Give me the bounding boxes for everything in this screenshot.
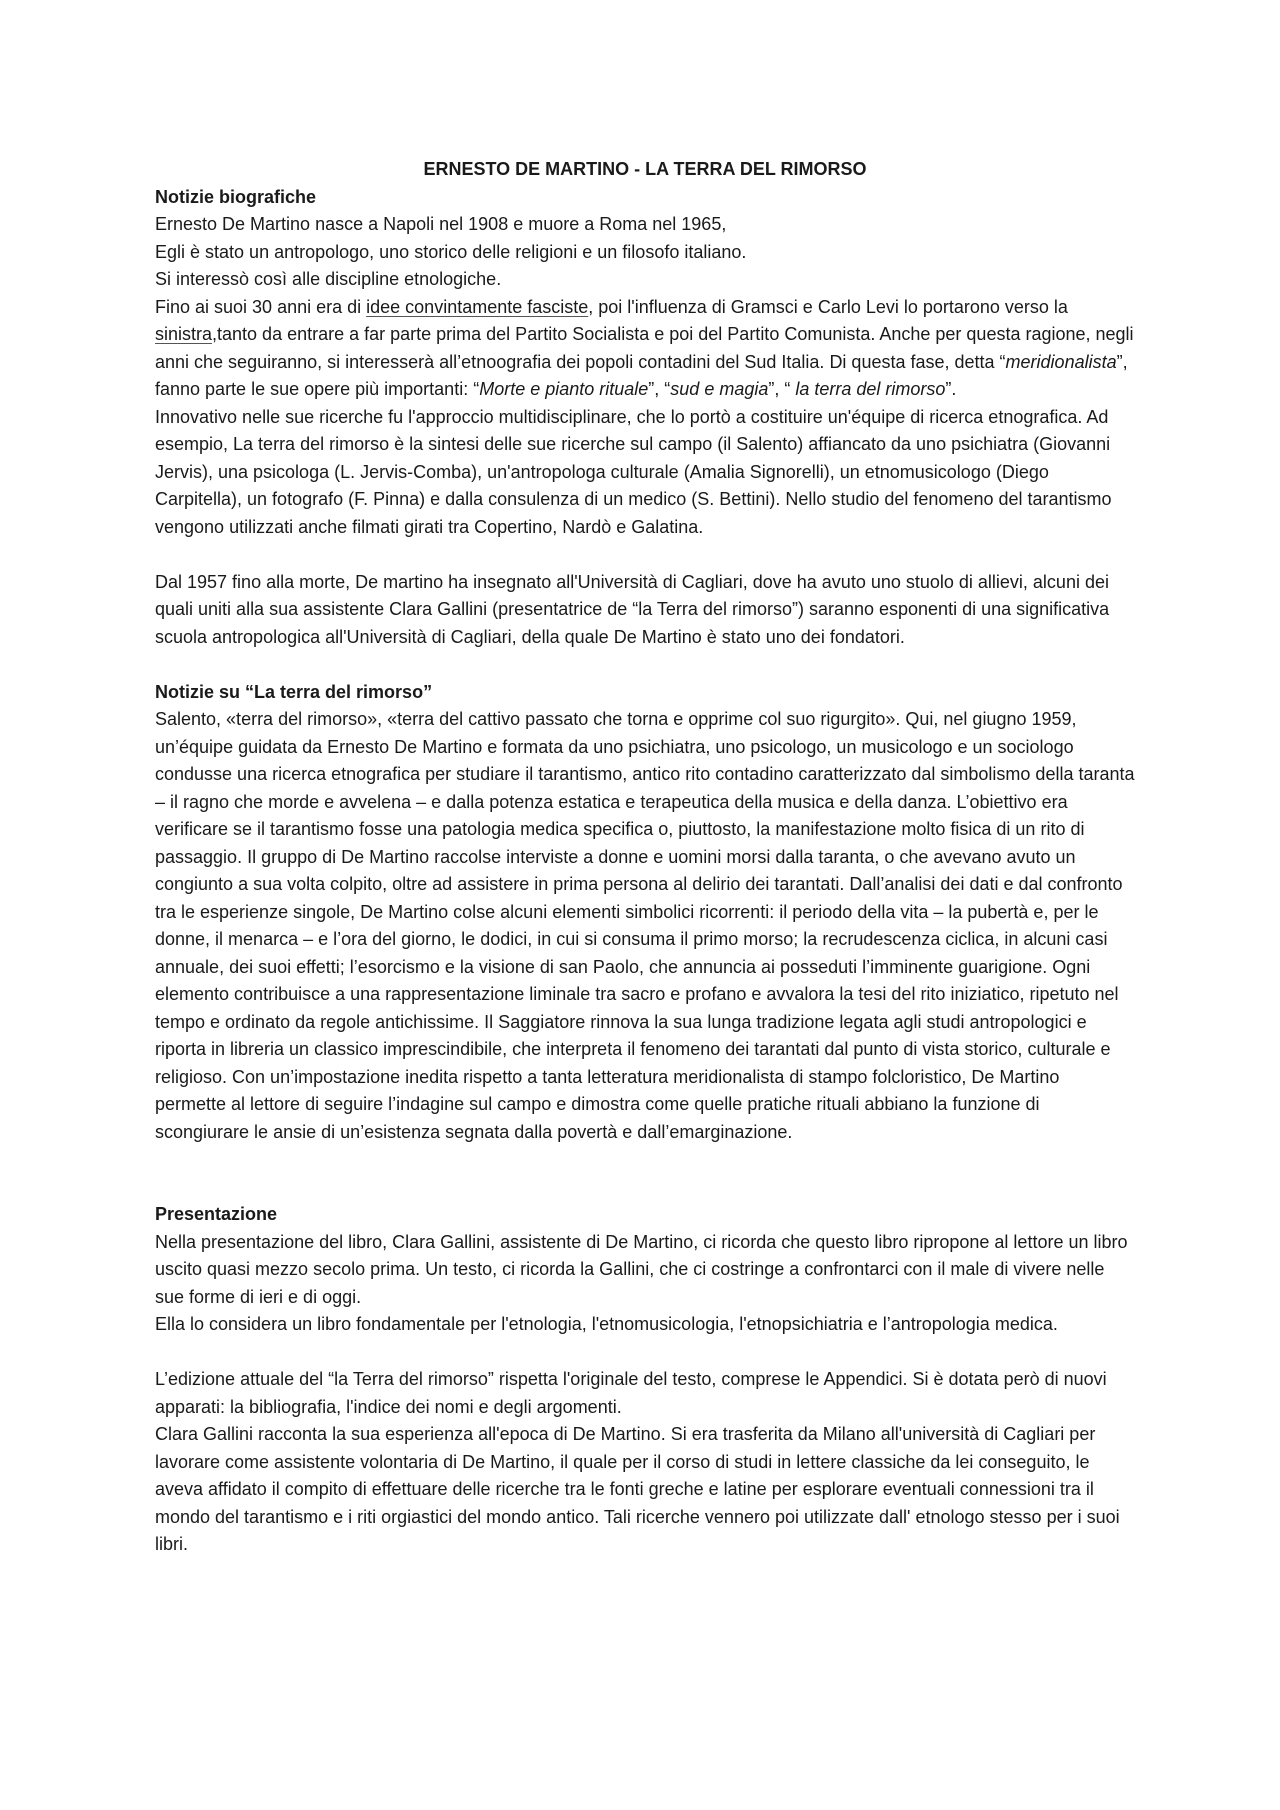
text-run: ”, fanno parte le sue opere più importanti: “ <box>155 351 1128 399</box>
paragraph: Dal 1957 fino alla morte, De martino ha insegnato all'Università di Cagliari, dove ha avuto uno stuolo di allievi, alcuni dei quali uniti alla sua assistente Clara Gallini (presentatrice de “la Terra del rimorso”) saranno esponenti di una significativa scuola antropologica all'Università di Cagliari, della quale De Martino è stato uno dei fondatori. <box>155 571 1110 647</box>
paragraph: Egli è stato un antropologo, uno storico delle religioni e un filosofo italiano. <box>155 241 747 262</box>
paragraph: Clara Gallini racconta la sua esperienza all'epoca di De Martino. Si era trasferita da Milano all'università di Cagliari per lavorare come assistente volontaria di De Martino, il quale per il corso di studi in lettere classiche da lei conseguito, le aveva affidato il compito di effettuare delle ricerche tra le fonti greche e latine per esplorare eventuali connessioni tra il mondo del tarantismo e i riti orgiastici del mondo antico. Tali ricerche vennero poi utilizzate dall' etnologo stesso per i suoi libri. <box>155 1424 1120 1554</box>
paragraph: Innovativo nelle sue ricerche fu l'approccio multidisciplinare, che lo portò a costituire un'équipe di ricerca etnografica. Ad esempio, La terra del rimorso è la sintesi delle sue ricerche sul campo (il Salento) affiancato da uno psichiatra (Giovanni Jervis), una psicologa (L. Jervis-Comba), un'antropologa culturale (Amalia Signorelli), un etnomusicologo (Diego Carpitella), un fotografo (F. Pinna) e dalla consulenza di un medico (S. Bettini). Nello studio del fenomeno del tarantismo vengono utilizzati anche filmati girati tra Copertino, Nardò e Galatina. <box>155 406 1112 537</box>
underlined-link[interactable]: idee convintamente fasciste <box>366 296 589 317</box>
document-title: ERNESTO DE MARTINO - LA TERRA DEL RIMORSO <box>423 159 867 179</box>
document-page <box>155 156 1135 1559</box>
text-run: ,tanto da entrare a far parte prima del Partito Socialista e poi del Partito Comunista. Anche per questa ragione, negli anni che seguiranno, si interesserà all’etnoografia dei popoli contadini del Sud Italia. Di questa fase, detta “ <box>155 324 1134 372</box>
section-heading-biografia: Notizie biografiche <box>155 186 317 207</box>
blank-line <box>155 541 1135 569</box>
text-run: Fino ai suoi 30 anni era di <box>155 296 367 317</box>
section-heading-presentazione: Presentazione <box>155 1204 278 1224</box>
paragraph: Ella lo considera un libro fondamentale per l'etnologia, l'etnomusicologia, l'etnopsichiatria e l’antropologia medica. <box>155 1314 1058 1334</box>
paragraph <box>155 294 1135 404</box>
paragraph: L’edizione attuale del “la Terra del rimorso” rispetta l'originale del testo, comprese le Appendici. Si è dotata però di nuovi apparati: la bibliografia, l'indice dei nomi e degli argomenti. <box>155 1369 1107 1417</box>
blank-line <box>155 1146 1135 1201</box>
section-heading-terra-del-rimorso: Notizie su “La terra del rimorso” <box>155 681 433 702</box>
text-run: ”. <box>945 379 957 399</box>
text-run: ”, “ <box>768 379 796 399</box>
blank-line <box>155 651 1135 679</box>
paragraph: Nella presentazione del libro, Clara Gallini, assistente di De Martino, ci ricorda che questo libro ripropone al lettore un libro uscito quasi mezzo secolo prima. Un testo, ci ricorda la Gallini, che ci costringe a confrontarci con il male di vivere nelle sue forme di ieri e di oggi. <box>155 1231 1128 1307</box>
underlined-link[interactable]: sinistra <box>155 324 213 344</box>
text-run: , poi l'influenza di Gramsci e Carlo Levi lo portarono verso la <box>588 296 1068 317</box>
paragraph: Si interessò così alle discipline etnologiche. <box>155 269 502 289</box>
italic-text: la terra del rimorso <box>795 379 946 399</box>
italic-text: Morte e pianto rituale <box>479 379 649 399</box>
paragraph: Salento, «terra del rimorso», «terra del cattivo passato che torna e opprime col suo rigurgito». Qui, nel giugno 1959, un’équipe guidata da Ernesto De Martino e formata da uno psichiatra, uno psicologo, un musicologo e un sociologo condusse una ricerca etnografica per studiare il tarantismo, antico rito contadino caratterizzato dal simbolismo della taranta – il ragno che morde e avvelena – e dalla potenza estatica e terapeutica della musica e della danza. L’obiettivo era verificare se il tarantismo fosse una patologia medica specifica o, piuttosto, la manifestazione molto fisica di un rito di passaggio. Il gruppo di De Martino raccolse interviste a donne e uomini morsi dalla taranta, o che avevano avuto un congiunto a sua volta colpito, oltre ad assistere in prima persona al delirio dei tarantati. Dall’analisi dei dati e dal confronto tra le esperienze singole, De Martino colse alcuni elementi simbolici ricorrenti: il periodo della vita – la pubertà e, per le donne, il menarca – e l’ora del giorno, le dodici, in cui si consuma il primo morso; la recrudescenza ciclica, in alcuni casi annuale, dei suoi effetti; l’esorcismo e la visione di san Paolo, che annuncia ai posseduti l’imminente guarigione. Ogni elemento contribuisce a una rappresentazione liminale tra sacro e profano e avvalora la tesi del rito iniziatico, ripetuto nel tempo e ordinato da regole antichissime. Il Saggiatore rinnova la sua lunga tradizione legata agli studi antropologici e riporta in libreria un classico imprescindibile, che interpreta il fenomeno dei tarantati dal punto di vista storico, culturale e religioso. Con un’impostazione inedita rispetto a tanta letteratura meridionalista di stampo folcloristico, De Martino permette al lettore di seguire l’indagine sul campo e dimostra come quelle pratiche rituali abbiano la funzione di scongiurare le ansie di un’esistenza segnata dalla povertà e dall’emarginazione. <box>155 709 1135 1142</box>
paragraph: Ernesto De Martino nasce a Napoli nel 1908 e muore a Roma nel 1965, <box>155 214 727 234</box>
italic-text: meridionalista <box>1005 351 1117 372</box>
italic-text: sud e magia <box>670 379 769 399</box>
blank-line <box>155 1339 1135 1367</box>
text-run: ”, “ <box>648 379 671 399</box>
